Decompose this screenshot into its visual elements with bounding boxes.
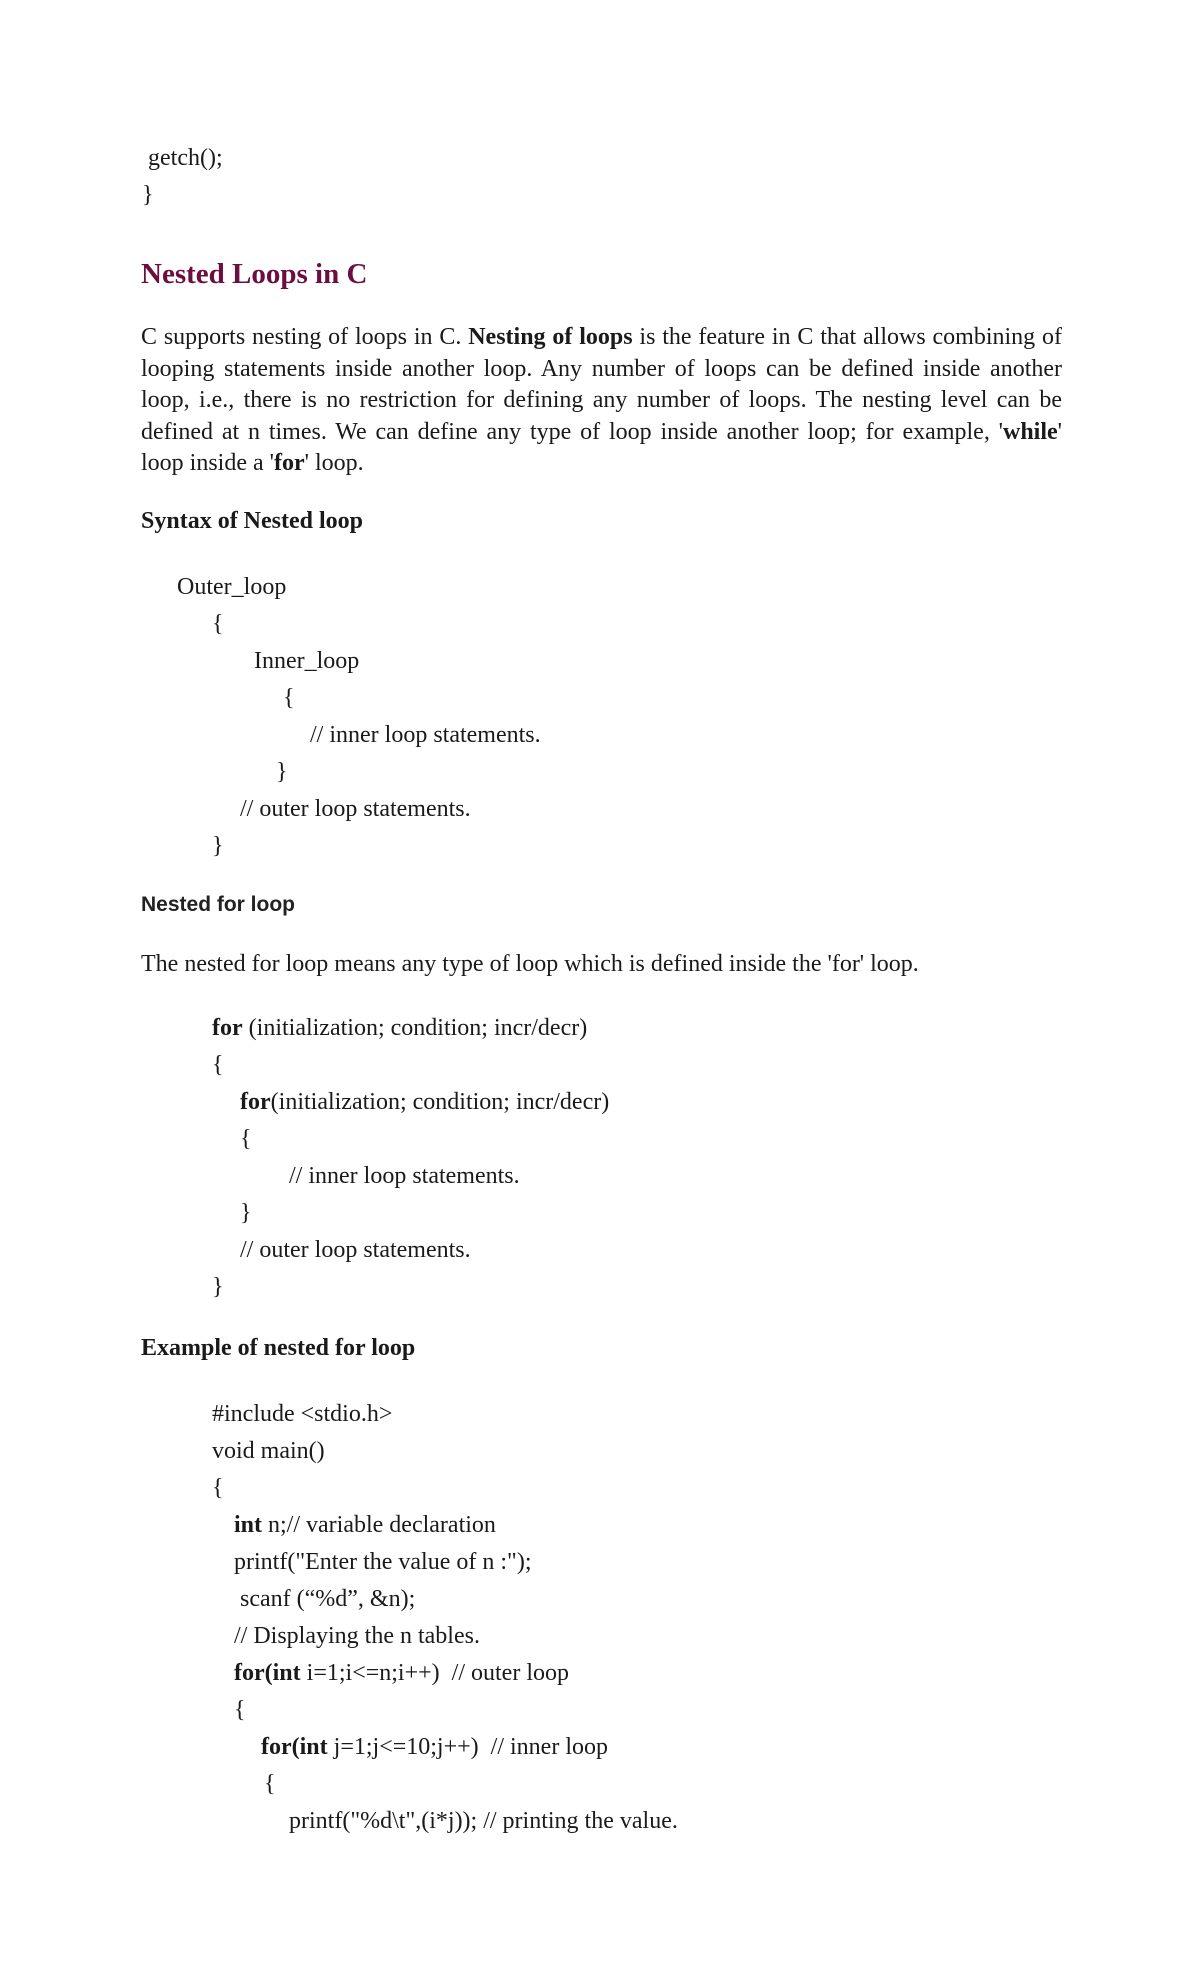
for-code-line: // outer loop statements.: [240, 1237, 471, 1263]
keyword-for: for: [212, 1015, 243, 1041]
for-code-line: // inner loop statements.: [289, 1163, 520, 1189]
intro-bold-nesting: Nesting of loops: [468, 324, 633, 350]
example-code-line: {: [264, 1771, 276, 1797]
example-code-line: printf("%d\t",(i*j)); // printing the value.: [289, 1808, 678, 1834]
for-code-line: for(initialization; condition; incr/decr): [240, 1089, 610, 1115]
keyword-int: int: [299, 1734, 328, 1760]
syntax-line: // outer loop statements.: [240, 796, 471, 822]
example-code-line: for(int j=1;j<=10;j++) // inner loop: [261, 1734, 608, 1760]
nested-for-heading: Nested for loop: [141, 893, 296, 916]
syntax-line: Outer_loop: [177, 574, 287, 600]
example-code-line: // Displaying the n tables.: [234, 1623, 480, 1649]
intro-paragraph: [141, 322, 1062, 480]
nested-for-description: The nested for loop means any type of loop which is defined inside the 'for' loop.: [141, 951, 919, 977]
example-code-line: scanf (“%d”, &n);: [240, 1586, 416, 1612]
intro-text-4: ' loop.: [304, 450, 364, 476]
section-title: Nested Loops in C: [141, 258, 368, 290]
keyword-int: int: [234, 1512, 263, 1538]
syntax-heading: Syntax of Nested loop: [141, 508, 364, 534]
intro-text-1: C supports nesting of loops in C.: [141, 324, 462, 350]
for-code-line: }: [212, 1274, 224, 1300]
keyword-for: for(: [261, 1734, 300, 1760]
example-code-line: printf("Enter the value of n :");: [234, 1549, 532, 1575]
keyword-for: for: [240, 1089, 271, 1115]
intro-text-3: ' loop inside a ': [141, 418, 1062, 476]
intro-bold-while: while: [1003, 418, 1058, 445]
syntax-line: {: [283, 685, 295, 711]
intro-bold-for: for: [273, 450, 305, 476]
example-code-line: {: [234, 1697, 246, 1723]
syntax-line: Inner_loop: [254, 648, 360, 674]
syntax-line: }: [212, 833, 224, 859]
syntax-line: {: [212, 611, 224, 637]
syntax-line: // inner loop statements.: [310, 722, 541, 748]
keyword-int: int: [272, 1660, 301, 1686]
example-heading: Example of nested for loop: [141, 1335, 416, 1361]
code-line-closing-brace: }: [142, 182, 154, 208]
code-line-getch: getch();: [148, 145, 223, 171]
keyword-for: for(: [234, 1660, 273, 1686]
example-code-line: void main(): [212, 1438, 325, 1464]
example-code-line: for(int i=1;i<=n;i++) // outer loop: [234, 1660, 569, 1686]
for-code-line: for (initialization; condition; incr/decr): [212, 1015, 588, 1041]
syntax-line: }: [276, 759, 288, 785]
for-code-line: {: [240, 1126, 252, 1152]
example-code-line: {: [212, 1475, 224, 1501]
intro-text-2: is the feature in C that allows combining of looping statements inside another loop. Any number of loops can be defined inside another loop, i.e., there is no restriction for defining any number of loops. The nesting level can be defined at n times. We can define any type of loop inside another loop; for example, ': [141, 324, 1063, 445]
for-code-line: }: [240, 1200, 252, 1226]
example-code-line: int n;// variable declaration: [234, 1512, 496, 1538]
for-code-line: {: [212, 1052, 224, 1078]
example-code-line: #include <stdio.h>: [212, 1401, 393, 1427]
